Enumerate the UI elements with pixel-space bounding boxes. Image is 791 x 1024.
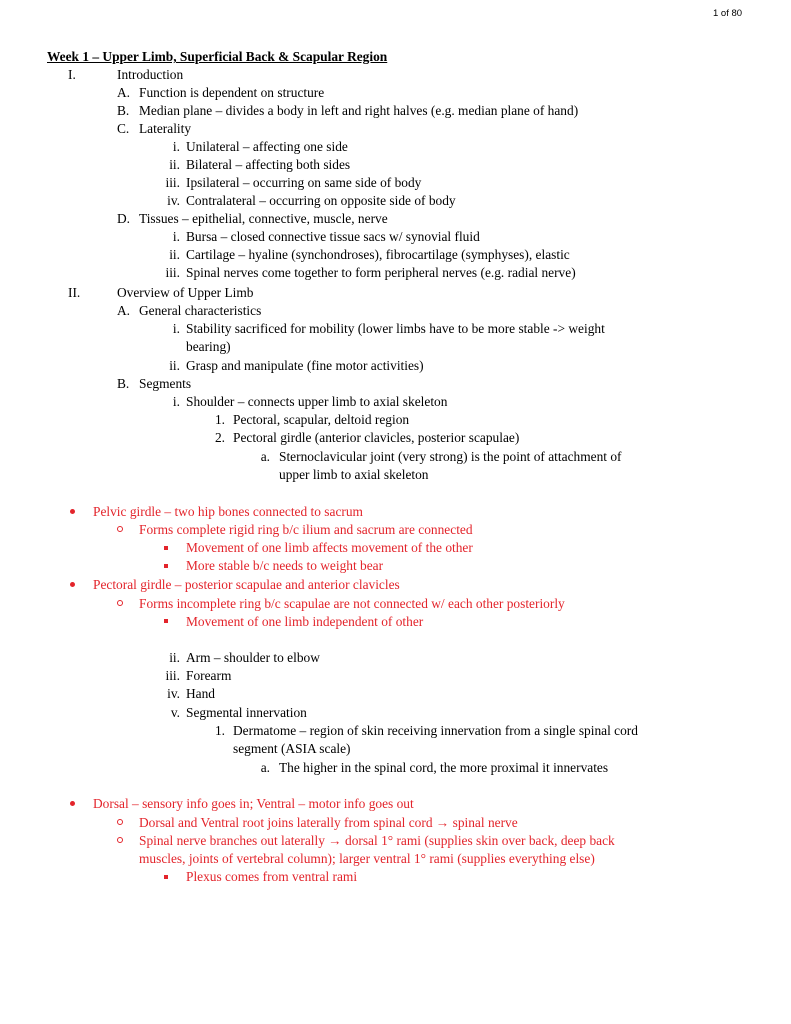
outline-item-continued: upper limb to axial skeleton	[279, 467, 429, 482]
bullet-ring	[117, 526, 123, 532]
outline-label: 1.	[214, 723, 225, 738]
note-item: Movement of one limb affects movement of the other	[186, 540, 473, 555]
outline-item: Segments	[139, 376, 192, 391]
note-item: Plexus comes from ventral rami	[186, 869, 358, 884]
bullet-ring	[117, 837, 123, 843]
outline-item: Cartilage – hyaline (synchondroses), fibrocartilage (symphyses), elastic	[186, 247, 570, 262]
outline-item: Tissues – epithelial, connective, muscle, nerve	[139, 211, 388, 226]
outline-item: Forearm	[186, 668, 232, 683]
outline-item: Ipsilateral – occurring on same side of body	[186, 175, 422, 190]
outline-item: Median plane – divides a body in left and right halves (e.g. median plane of hand)	[139, 103, 579, 118]
outline-item: Pectoral, scapular, deltoid region	[233, 412, 410, 427]
outline-label: D.	[117, 211, 131, 226]
outline-label: i.	[172, 229, 180, 244]
note-item: Dorsal – sensory info goes in; Ventral – motor info goes out	[93, 796, 414, 811]
outline-label: ii.	[169, 650, 180, 665]
section-heading: Overview of Upper Limb	[117, 285, 254, 300]
bullet-dot	[70, 582, 75, 587]
outline-label: 2.	[214, 430, 225, 445]
bullet-square	[164, 546, 168, 550]
outline-label: I.	[68, 67, 76, 82]
outline-item: Pectoral girdle (anterior clavicles, posterior scapulae)	[233, 430, 520, 445]
note-item: Dorsal and Ventral root joins laterally from spinal cord → spinal nerve	[139, 815, 518, 830]
outline-item-continued: bearing)	[186, 339, 231, 354]
note-item: Forms complete rigid ring b/c ilium and sacrum are connected	[139, 522, 473, 537]
outline-label: ii.	[169, 247, 180, 262]
outline-label: v.	[170, 705, 180, 720]
note-item: Pelvic girdle – two hip bones connected to sacrum	[93, 504, 363, 519]
outline-item: Function is dependent on structure	[139, 85, 325, 100]
outline-item: Spinal nerves come together to form peripheral nerves (e.g. radial nerve)	[186, 265, 576, 280]
outline-label: A.	[117, 303, 131, 318]
outline-item: Contralateral – occurring on opposite side of body	[186, 193, 456, 208]
outline-item: Laterality	[139, 121, 192, 136]
bullet-ring	[117, 600, 123, 606]
outline-item: Bilateral – affecting both sides	[186, 157, 351, 172]
outline-label: i.	[172, 139, 180, 154]
outline-item: Dermatome – region of skin receiving innervation from a single spinal cord	[233, 723, 638, 738]
outline-label: i.	[172, 394, 180, 409]
outline-label: ii.	[169, 358, 180, 373]
outline-item: Hand	[186, 686, 216, 701]
bullet-square	[164, 619, 168, 623]
page-title: Week 1 – Upper Limb, Superficial Back & Scapular Region	[47, 49, 388, 64]
outline-item: Stability sacrificed for mobility (lower limbs have to be more stable -> weight	[186, 321, 605, 336]
note-item-continued: muscles, joints of vertebral column); larger ventral 1° rami (supplies everything else)	[139, 851, 595, 866]
bullet-dot	[70, 801, 75, 806]
outline-label: A.	[117, 85, 131, 100]
bullet-dot	[70, 509, 75, 514]
outline-label: a.	[260, 760, 270, 775]
outline-item: Sternoclavicular joint (very strong) is the point of attachment of	[279, 449, 622, 464]
outline-label: iii.	[165, 175, 180, 190]
section-heading: Introduction	[117, 67, 184, 82]
outline-item: Bursa – closed connective tissue sacs w/ synovial fluid	[186, 229, 480, 244]
outline-label: iii.	[165, 668, 180, 683]
outline-label: a.	[260, 449, 270, 464]
outline-item: Unilateral – affecting one side	[186, 139, 348, 154]
page-number: 1 of 80	[713, 8, 743, 19]
outline-label: iv.	[167, 193, 180, 208]
bullet-square	[164, 564, 168, 568]
outline-label: C.	[117, 121, 130, 136]
outline-label: II.	[68, 285, 81, 300]
outline-item-continued: segment (ASIA scale)	[233, 741, 351, 756]
note-item: Spinal nerve branches out laterally → dorsal 1° rami (supplies skin over back, deep back	[139, 833, 615, 848]
outline-label: iii.	[165, 265, 180, 280]
outline-item: General characteristics	[139, 303, 262, 318]
outline-label: iv.	[167, 686, 180, 701]
note-item: Forms incomplete ring b/c scapulae are not connected w/ each other posteriorly	[139, 596, 565, 611]
outline-label: ii.	[169, 157, 180, 172]
note-item: Pectoral girdle – posterior scapulae and anterior clavicles	[93, 577, 400, 592]
outline-label: 1.	[214, 412, 225, 427]
outline-item: Grasp and manipulate (fine motor activities)	[186, 358, 424, 373]
bullet-ring	[117, 819, 123, 825]
outline-label: i.	[172, 321, 180, 336]
note-item: More stable b/c needs to weight bear	[186, 558, 384, 573]
outline-item: Shoulder – connects upper limb to axial skeleton	[186, 394, 448, 409]
note-item: Movement of one limb independent of other	[186, 614, 424, 629]
bullet-square	[164, 875, 168, 879]
outline-item: The higher in the spinal cord, the more proximal it innervates	[279, 760, 609, 775]
outline-item: Arm – shoulder to elbow	[186, 650, 320, 665]
outline-label: B.	[117, 103, 130, 118]
outline-item: Segmental innervation	[186, 705, 307, 720]
outline-label: B.	[117, 376, 130, 391]
